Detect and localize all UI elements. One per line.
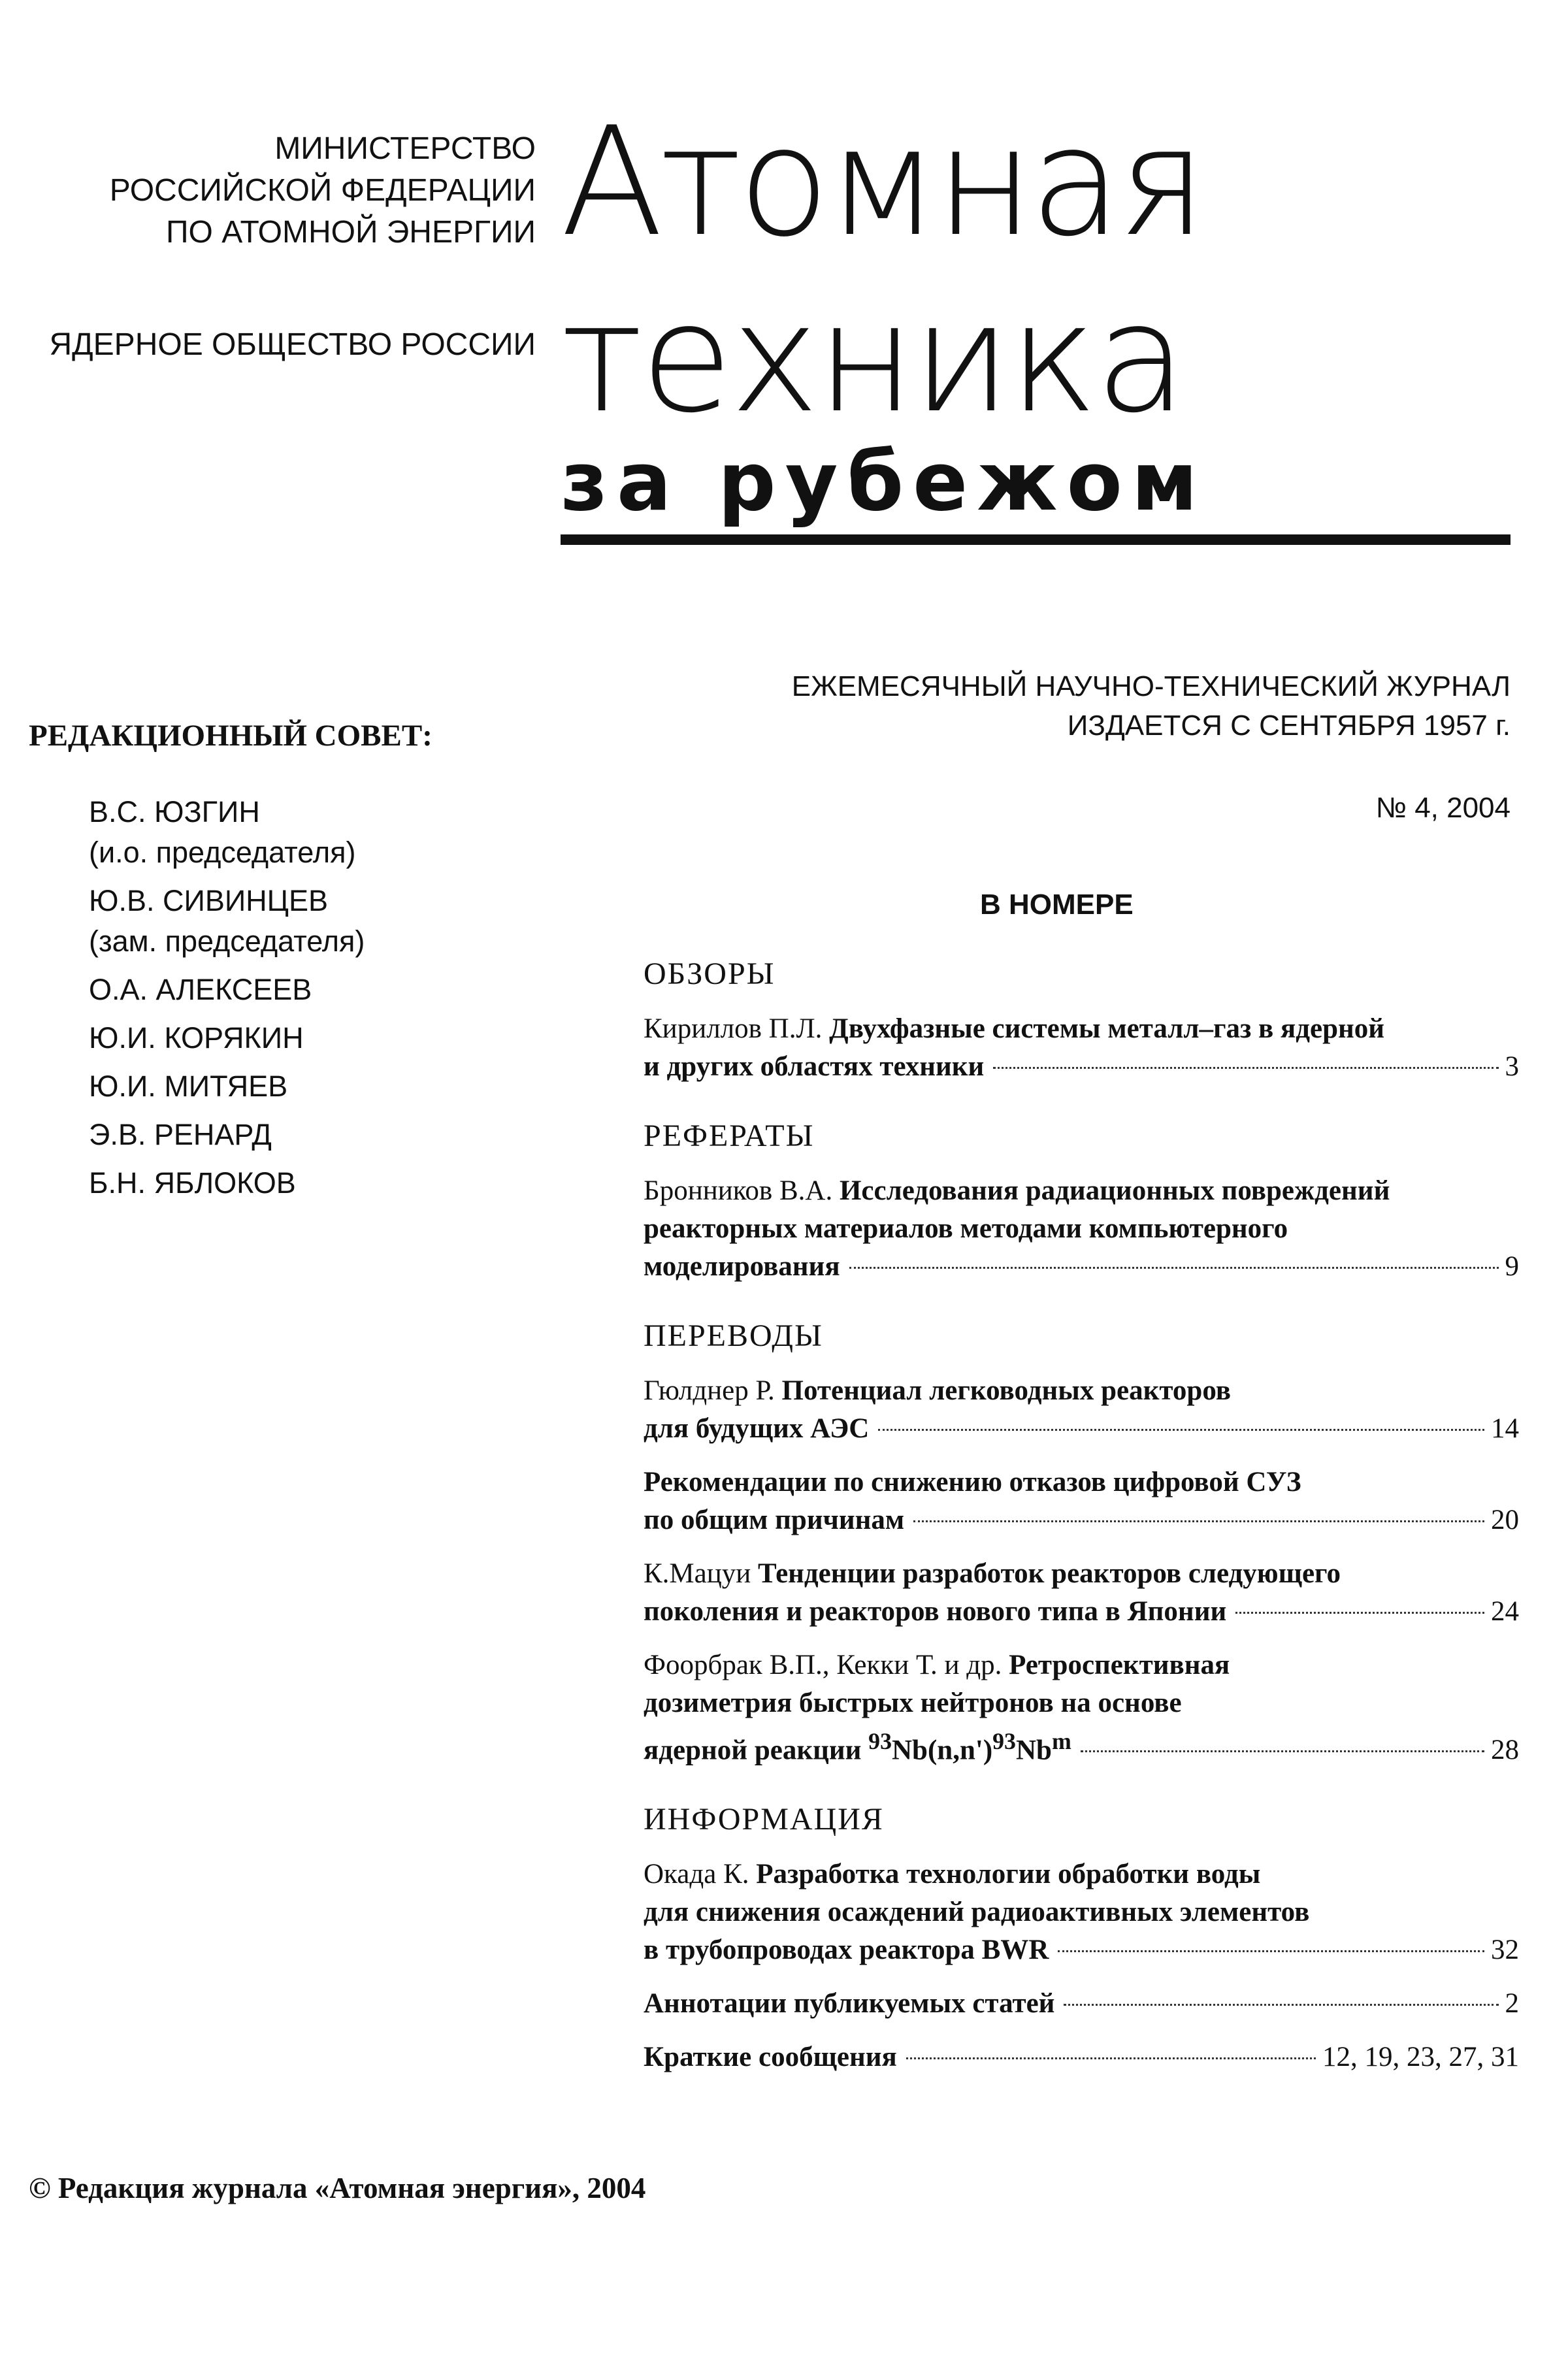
- journal-title-line-1: Атомная: [561, 95, 1203, 270]
- entry-title: для будущих АЭС: [644, 1413, 870, 1444]
- board-member: Ю.И. КОРЯКИН: [89, 1021, 304, 1055]
- issue-number: № 4, 2004: [1375, 792, 1511, 824]
- copyright: © Редакция журнала «Атомная энергия», 2004: [29, 2172, 646, 2204]
- ministry-line: МИНИСТЕРСТВО: [274, 131, 536, 166]
- entry-title: моделирования: [644, 1251, 840, 1282]
- board-member: Б.Н. ЯБЛОКОВ: [89, 1166, 296, 1200]
- entry-page: 24: [1491, 1596, 1519, 1627]
- entry-page: 12, 19, 23, 27, 31: [1322, 2042, 1519, 2073]
- entry-page: 20: [1491, 1505, 1519, 1535]
- journal-subtitle: ЕЖЕМЕСЯЧНЫЙ НАУЧНО-ТЕХНИЧЕСКИЙ ЖУРНАЛ: [791, 670, 1511, 702]
- table-of-contents: [644, 954, 1519, 2092]
- toc-entry[interactable]: [644, 1856, 1519, 1969]
- entry-title: Разработка технологии обработки воды: [756, 1859, 1261, 1890]
- board-list: [89, 792, 598, 1211]
- entry-title: Потенциал легководных реакторов: [781, 1375, 1231, 1406]
- board-member: О.А. АЛЕКСЕЕВ: [89, 973, 312, 1006]
- journal-title-line-2: техника: [561, 272, 1185, 446]
- member-role: (и.о. председателя): [89, 836, 356, 869]
- entry-author: Фоорбрак В.П., Кекки Т. и др.: [644, 1650, 1002, 1680]
- toc-entry[interactable]: [644, 1985, 1519, 2023]
- journal-founded: ИЗДАЕТСЯ С СЕНТЯБРЯ 1957 г.: [1067, 710, 1511, 742]
- entry-page: 28: [1491, 1735, 1519, 1766]
- entry-title: реакторных материалов методами компьютерного: [644, 1213, 1288, 1244]
- section-heading: РЕФЕРАТЫ: [644, 1119, 815, 1153]
- toc-entry[interactable]: [644, 2038, 1519, 2076]
- entry-title: [644, 1722, 1071, 1769]
- toc-entry[interactable]: [644, 1646, 1519, 1769]
- title-rule: [561, 534, 1511, 545]
- board-title: РЕДАКЦИОННЫЙ СОВЕТ:: [29, 719, 433, 753]
- entry-page: 14: [1491, 1413, 1519, 1444]
- dot-leader: [878, 1429, 1484, 1431]
- metastable-mark: m: [1051, 1728, 1071, 1754]
- toc-entry[interactable]: [644, 1463, 1519, 1539]
- entry-title: по общим причинам: [644, 1505, 905, 1535]
- section-heading: ИНФОРМАЦИЯ: [644, 1802, 884, 1837]
- isotope-mass: 93: [992, 1728, 1016, 1754]
- dot-leader: [993, 1067, 1498, 1069]
- contents-heading: В НОМЕРЕ: [980, 889, 1134, 921]
- entry-title: Аннотации публикуемых статей: [644, 1988, 1055, 2019]
- entry-title-text: ядерной реакции: [644, 1735, 869, 1766]
- entry-author: К.Мацуи: [644, 1558, 751, 1589]
- entry-page: 9: [1505, 1251, 1519, 1282]
- board-member: Э.В. РЕНАРД: [89, 1118, 272, 1151]
- toc-entry[interactable]: [644, 1372, 1519, 1448]
- entry-title: Исследования радиационных повреждений: [839, 1175, 1390, 1206]
- ministry-line: РОССИЙСКОЙ ФЕДЕРАЦИИ: [109, 173, 536, 208]
- entry-title: Краткие сообщения: [644, 2042, 897, 2073]
- ministry-line: ПО АТОМНОЙ ЭНЕРГИИ: [166, 215, 536, 250]
- entry-title: в трубопроводах реактора BWR: [644, 1935, 1049, 1966]
- dot-leader: [1064, 2004, 1498, 2006]
- board-member: [89, 881, 598, 962]
- toc-entry[interactable]: [644, 1010, 1519, 1086]
- member-role: (зам. председателя): [89, 924, 365, 958]
- journal-title-line-3: за рубежом: [561, 435, 1207, 529]
- board-member: Ю.И. МИТЯЕВ: [89, 1070, 288, 1103]
- section-heading: ОБЗОРЫ: [644, 957, 776, 991]
- dot-leader: [849, 1267, 1499, 1269]
- dot-leader: [1235, 1612, 1484, 1614]
- toc-entry[interactable]: [644, 1172, 1519, 1286]
- entry-title: Тенденции разработок реакторов следующего: [758, 1558, 1341, 1589]
- board-member: [89, 792, 598, 873]
- isotope-mass: 93: [868, 1728, 892, 1754]
- entry-title: поколения и реакторов нового типа в Японии: [644, 1596, 1227, 1627]
- society-name: ЯДЕРНОЕ ОБЩЕСТВО РОССИИ: [49, 327, 536, 362]
- member-name: В.С. ЮЗГИН: [89, 795, 260, 828]
- entry-author: Окада К.: [644, 1859, 749, 1890]
- dot-leader: [913, 1520, 1484, 1522]
- entry-title: Ретроспективная: [1009, 1650, 1230, 1680]
- entry-title: дозиметрия быстрых нейтронов на основе: [644, 1688, 1182, 1718]
- section-heading: ПЕРЕВОДЫ: [644, 1318, 823, 1353]
- entry-title: Рекомендации по снижению отказов цифровой СУЗ: [644, 1467, 1301, 1497]
- ministry-name: [39, 128, 536, 253]
- entry-author: Кириллов П.Л.: [644, 1013, 823, 1044]
- dot-leader: [1081, 1750, 1484, 1752]
- entry-page: 3: [1505, 1051, 1519, 1082]
- entry-author: Бронников В.А.: [644, 1175, 833, 1206]
- reaction-text: Nb(n,n'): [892, 1735, 993, 1766]
- entry-title: и других областях техники: [644, 1051, 985, 1082]
- element-symbol: Nb: [1015, 1735, 1052, 1766]
- dot-leader: [1058, 1950, 1484, 1952]
- member-name: Ю.В. СИВИНЦЕВ: [89, 884, 328, 917]
- toc-entry[interactable]: [644, 1555, 1519, 1631]
- entry-title: для снижения осаждений радиоактивных элементов: [644, 1897, 1310, 1928]
- entry-title: Двухфазные системы металл–газ в ядерной: [829, 1013, 1385, 1044]
- dot-leader: [906, 2057, 1316, 2059]
- entry-page: 2: [1505, 1988, 1519, 2019]
- entry-page: 32: [1491, 1935, 1519, 1966]
- entry-author: Гюлднер Р.: [644, 1375, 775, 1406]
